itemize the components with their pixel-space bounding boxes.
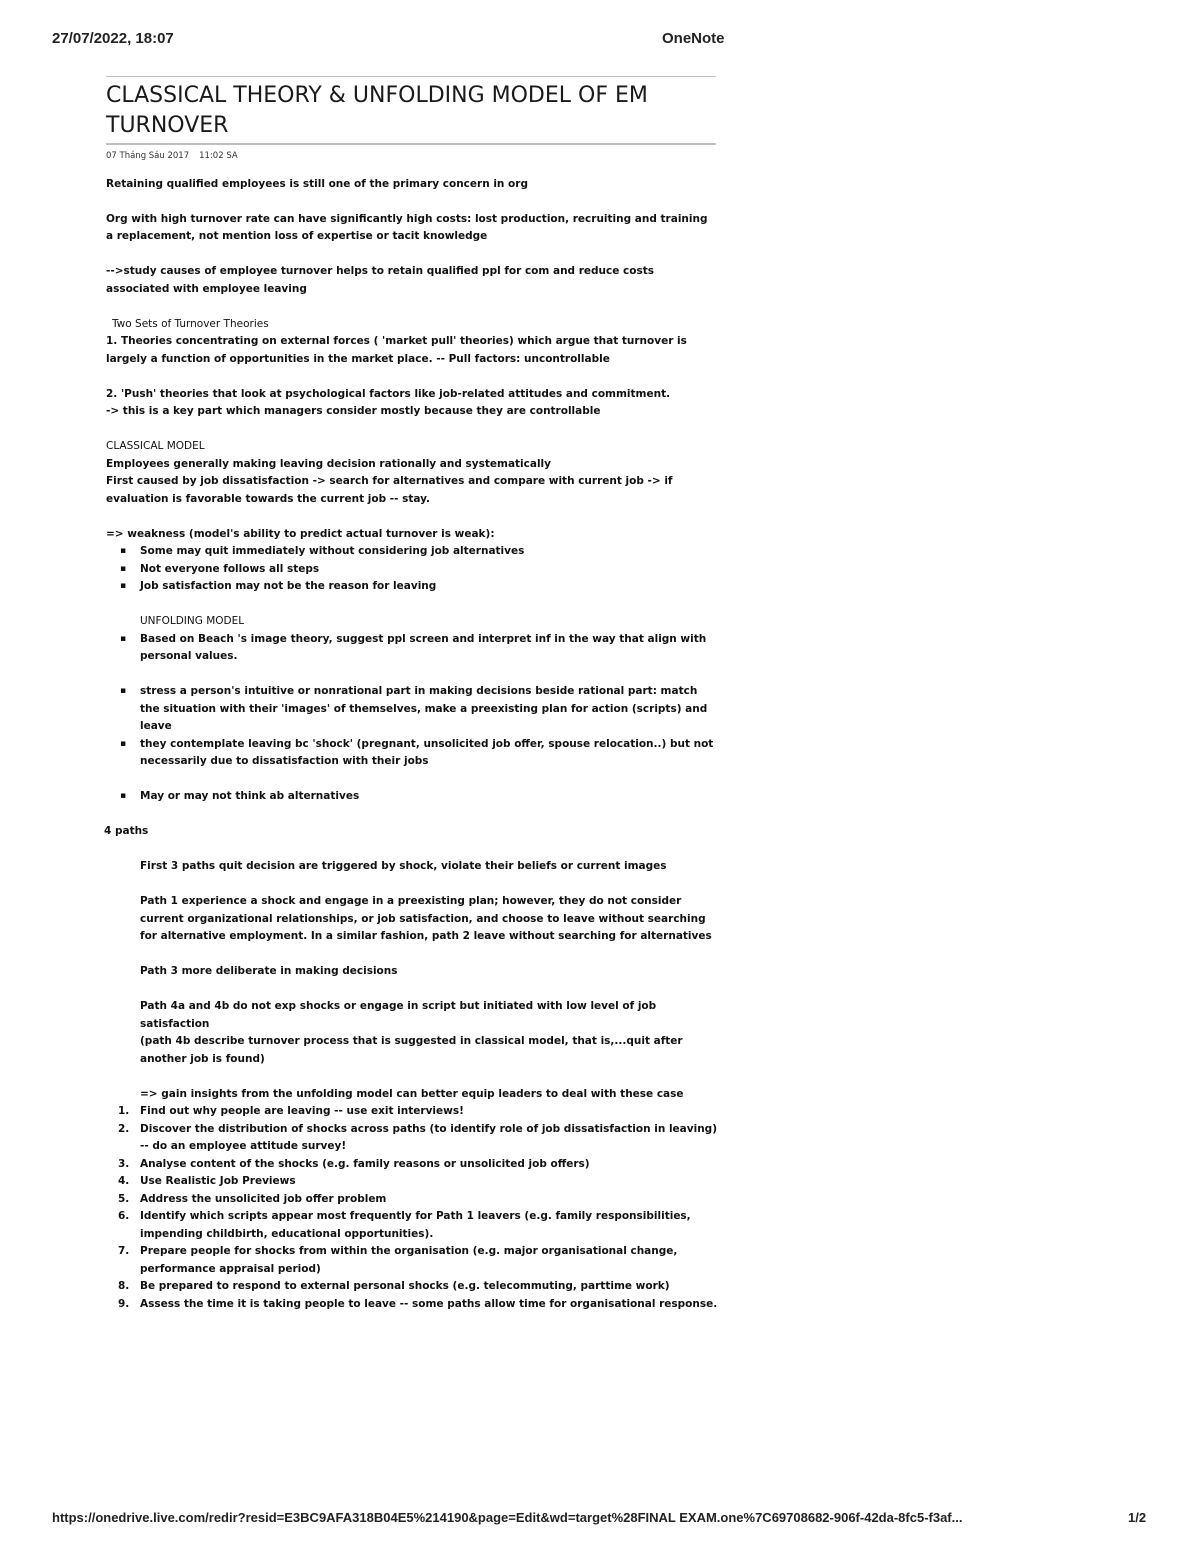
list-item: 6. Identify which scripts appear most frequently for Path 1 leavers (e.g. family responsibilities, impending childbirth, educational opportunities). xyxy=(118,1210,691,1240)
page-title xyxy=(106,76,716,145)
weakness-intro: => weakness (model's ability to predict actual turnover is weak): xyxy=(106,527,495,540)
page-content xyxy=(106,148,718,1313)
list-item: ▪ Not everyone follows all steps xyxy=(106,561,718,579)
footer-url: https://onedrive.live.com/redir?resid=E3BC9AFA318B04E5%214190&page=Edit&wd=target%28FINAL EXAM.one%7C69708682-906f-42da-8fc5-f3af... xyxy=(52,1510,963,1525)
list-item: ▪ Job satisfaction may not be the reason for leaving xyxy=(106,578,718,596)
steps-list xyxy=(106,1103,718,1313)
created-date: 07 Tháng Sáu 2017 xyxy=(106,151,190,161)
list-item: 1. Find out why people are leaving -- use exit interviews! xyxy=(118,1105,464,1117)
heading-two-sets: Two Sets of Turnover Theories xyxy=(112,317,269,330)
created-datetime xyxy=(106,148,718,166)
print-datetime: 27/07/2022, 18:07 xyxy=(52,30,174,47)
list-item: 5. Address the unsolicited job offer problem xyxy=(118,1192,387,1205)
paragraph-retaining: Retaining qualified employees is still one of the primary concern in org xyxy=(106,177,528,190)
list-item: 7. Prepare people for shocks from within the organisation (e.g. major organisational change, performance appraisal period) xyxy=(118,1245,678,1275)
paths-path-1: Path 1 experience a shock and engage in a preexisting plan; however, they do not consider current organizational relationships, or job satisfaction, and choose to leave without searching for alternative employment. In a similar fashion, path 2 leave without searching for alternatives xyxy=(140,895,712,942)
classical-point-2: First caused by job dissatisfaction -> search for alternatives and compare with current job -> if evaluation is favorable towards the current job -- stay. xyxy=(106,475,673,505)
insights-intro: => gain insights from the unfolding model can better equip leaders to deal with these case xyxy=(140,1087,684,1100)
page-number: 1/2 xyxy=(1128,1510,1147,1525)
heading-classical-model: CLASSICAL MODEL xyxy=(106,440,205,452)
theory-1: 1. Theories concentrating on external forces ( 'market pull' theories) which argue that turnover is largely a function of opportunities in the market place. -- Pull factors: uncontrollable xyxy=(106,335,687,365)
heading-unfolding-model: UNFOLDING MODEL xyxy=(140,615,245,627)
list-item: ▪ they contemplate leaving bc 'shock' (pregnant, unsolicited job offer, spouse relocation..) but not necessarily due to dissatisfaction with their jobs xyxy=(106,736,718,771)
list-item: ▪ stress a person's intuitive or nonrational part in making decisions beside rational part: match the situation with their 'images' of themselves, make a preexisting plan for action (scripts) and leave xyxy=(106,683,718,736)
paragraph-study-causes: -->study causes of employee turnover helps to retain qualified ppl for com and reduce costs associated with employee leaving xyxy=(106,265,654,295)
theory-2: 2. 'Push' theories that look at psychological factors like job-related attitudes and commitment. xyxy=(106,387,671,400)
list-item: ▪ Based on Beach 's image theory, suggest ppl screen and interpret inf in the way that align with personal values. xyxy=(106,631,718,666)
heading-4-paths: 4 paths xyxy=(104,825,149,837)
weakness-list xyxy=(106,543,718,596)
theory-2-note: -> this is a key part which managers consider mostly because they are controllable xyxy=(106,405,601,417)
list-item: 9. Assess the time it is taking people to leave -- some paths allow time for organisational response. xyxy=(118,1297,718,1310)
paths-first-three: First 3 paths quit decision are triggered by shock, violate their beliefs or current images xyxy=(140,860,667,872)
paths-path-3: Path 3 more deliberate in making decisions xyxy=(140,965,398,977)
paragraph-costs: Org with high turnover rate can have significantly high costs: lost production, recruiting and training a replacement, not mention loss of expertise or tacit knowledge xyxy=(106,212,708,242)
page-title-line-1: CLASSICAL THEORY & UNFOLDING MODEL OF EM xyxy=(106,83,648,108)
list-item: 4. Use Realistic Job Previews xyxy=(118,1175,296,1187)
unfolding-list-2 xyxy=(106,683,718,771)
page-title-line-2: TURNOVER xyxy=(106,113,229,138)
list-item: ▪ Some may quit immediately without considering job alternatives xyxy=(106,543,718,561)
paths-path-4b: (path 4b describe turnover process that is suggested in classical model, that is,...quit after another job is found) xyxy=(140,1035,683,1065)
created-time: 11:02 SA xyxy=(199,151,238,161)
list-item: ▪ May or may not think ab alternatives xyxy=(106,788,718,806)
classical-point-1: Employees generally making leaving decision rationally and systematically xyxy=(106,457,552,470)
list-item: 2. Discover the distribution of shocks across paths (to identify role of job dissatisfaction in leaving) -- do an employee attitude survey! xyxy=(118,1122,717,1152)
unfolding-list xyxy=(106,631,718,666)
list-item: 8. Be prepared to respond to external personal shocks (e.g. telecommuting, parttime work) xyxy=(118,1280,670,1292)
list-item: 3. Analyse content of the shocks (e.g. family reasons or unsolicited job offers) xyxy=(118,1157,590,1170)
app-name: OneNote xyxy=(662,30,725,47)
unfolding-list-3 xyxy=(106,788,718,806)
paths-path-4: Path 4a and 4b do not exp shocks or engage in script but initiated with low level of job satisfaction xyxy=(140,1000,657,1030)
